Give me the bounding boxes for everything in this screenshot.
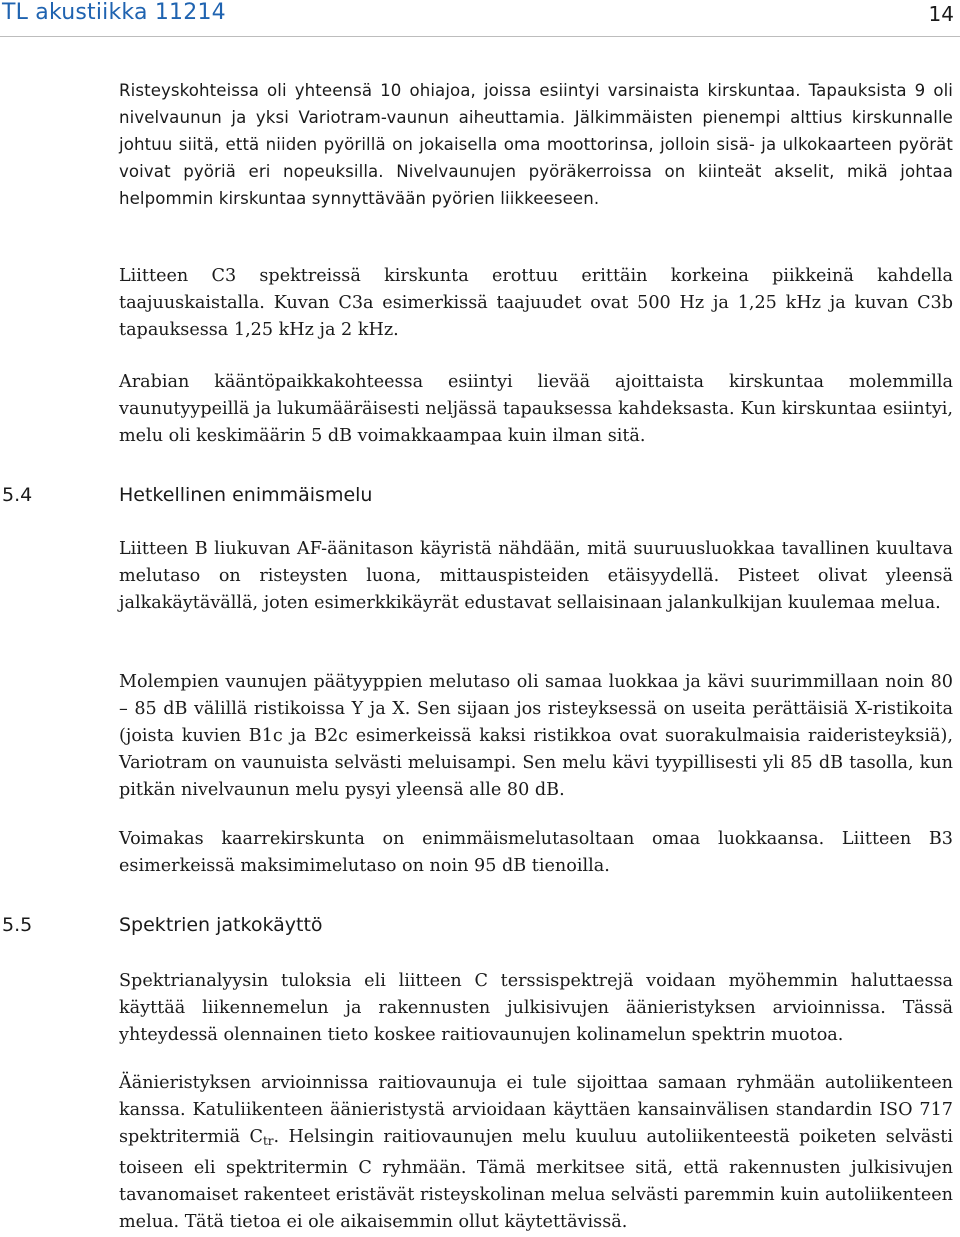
section-number: 5.5: [2, 914, 33, 936]
section-heading: Hetkellinen enimmäismelu: [119, 484, 373, 506]
page-number: 14: [928, 2, 954, 26]
paragraph-vehicle-noise-levels: Molempien vaunujen päätyyppien melutaso oli samaa luokkaa ja kävi suurimmillaan noin 80 – 85 dB välillä ristikoissa Y ja X. Sen sijaan jos risteyksessä on useita perättäisiä X-ristikoita (joista kuvien B1c ja B2c esimerkeissä kaksi ristikkoa ovat suorakulmaisia raideristeyksiä), Variotram on vaunuista selvästi meluisampi. Sen melu kävi tyypillisesti yli 85 dB tasolla, kun pitkän nivelvaunun melu pysyi yleensä alle 80 dB.: [119, 672, 953, 801]
paragraph-curve-squeal-max: Voimakas kaarrekirskunta on enimmäismelutasoltaan omaa luokkaansa. Liitteen B3 esimerkeissä maksimimelutaso on noin 95 dB tienoilla.: [119, 829, 953, 877]
paragraph-arabia-turnaround: Arabian kääntöpaikkakohteessa esiintyi lievää ajoittaista kirskuntaa molemmilla vaunutyypeillä ja lukumääräisesti neljässä tapauksessa kahdeksasta. Kun kirskuntaa esiintyi, melu oli keskimäärin 5 dB voimakkaampaa kuin ilman sitä.: [119, 372, 953, 447]
paragraph-spectra-c3: Liitteen C3 spektreissä kirskunta erottuu erittäin korkeina piikkeinä kahdella taajuuskaistalla. Kuvan C3a esimerkissä taajuudet ovat 500 Hz ja 1,25 kHz ja kuvan C3b tapauksessa 1,25 kHz ja 2 kHz.: [119, 266, 953, 341]
paragraph-text-part: . Helsingin raitiovaunujen melu kuuluu autoliikenteestä poiketen selvästi toiseen eli spektritermin C ryhmään. Tämä merkitsee sitä, että rakennusten julkisivujen tavanomaiset rakenteet eristävät risteyskolinan melua selvästi paremmin kuin autoliikenteen melua. Tätä tietoa ei ole aikaisemmin ollut käytettävissä.: [119, 1127, 953, 1233]
paragraph-af-level-curves: Liitteen B liukuvan AF-äänitason käyristä nähdään, mitä suuruusluokkaa tavallinen kuultava melutaso on risteysten luona, mittauspisteiden etäisyydellä. Pisteet olivat yleensä jalkakäytävällä, joten esimerkkikäyrät edustavat sellaisinaan jalankulkijan kuulemaa melua.: [119, 539, 953, 614]
section-heading: Spektrien jatkokäyttö: [119, 914, 323, 936]
document-title: TL akustiikka 11214: [2, 0, 226, 25]
paragraph-text-part: Äänieristyksen arvioinnissa raitiovaunuja ei tule sijoittaa samaan ryhmään autoliikenteen kanssa. Katuliikenteen äänieristystä arvioidaan käyttäen kansainvälisen standardin ISO 717 spektritermiä C: [119, 1073, 953, 1148]
paragraph-crossings-squeal: Risteyskohteissa oli yhteensä 10 ohiajoa, joissa esiintyi varsinaista kirskuntaa. Tapauksista 9 oli nivelvaunun ja yksi Variotram-vaunun aiheuttamia. Jälkimmäisten pienempi alttius kirskunnalle johtuu siitä, että niiden pyörillä on jokaisella oma moottorinsa, jolloin sisä- ja ulkokaarteen pyörät voivat pyöriä eri nopeuksilla. Nivelvaunujen pyöräkerroissa on kiinteät akselit, mikä johtaa helpommin kirskuntaa synnyttävään pyörien liikkeeseen.: [119, 81, 953, 209]
paragraph-spectrum-use: Spektrianalyysin tuloksia eli liitteen C terssispektrejä voidaan myöhemmin haluttaessa käyttää liikennemelun ja rakennusten julkisivujen äänieristyksen arvioinnissa. Tässä yhteydessä olennainen tieto koskee raitiovaunujen kolinamelun spektrin muotoa.: [119, 971, 953, 1046]
spectrum-term-subscript: tr: [262, 1134, 274, 1149]
header-divider: [0, 36, 960, 37]
section-number: 5.4: [2, 484, 33, 506]
paragraph-sound-insulation: [119, 1070, 953, 1237]
page-header: [0, 0, 960, 36]
